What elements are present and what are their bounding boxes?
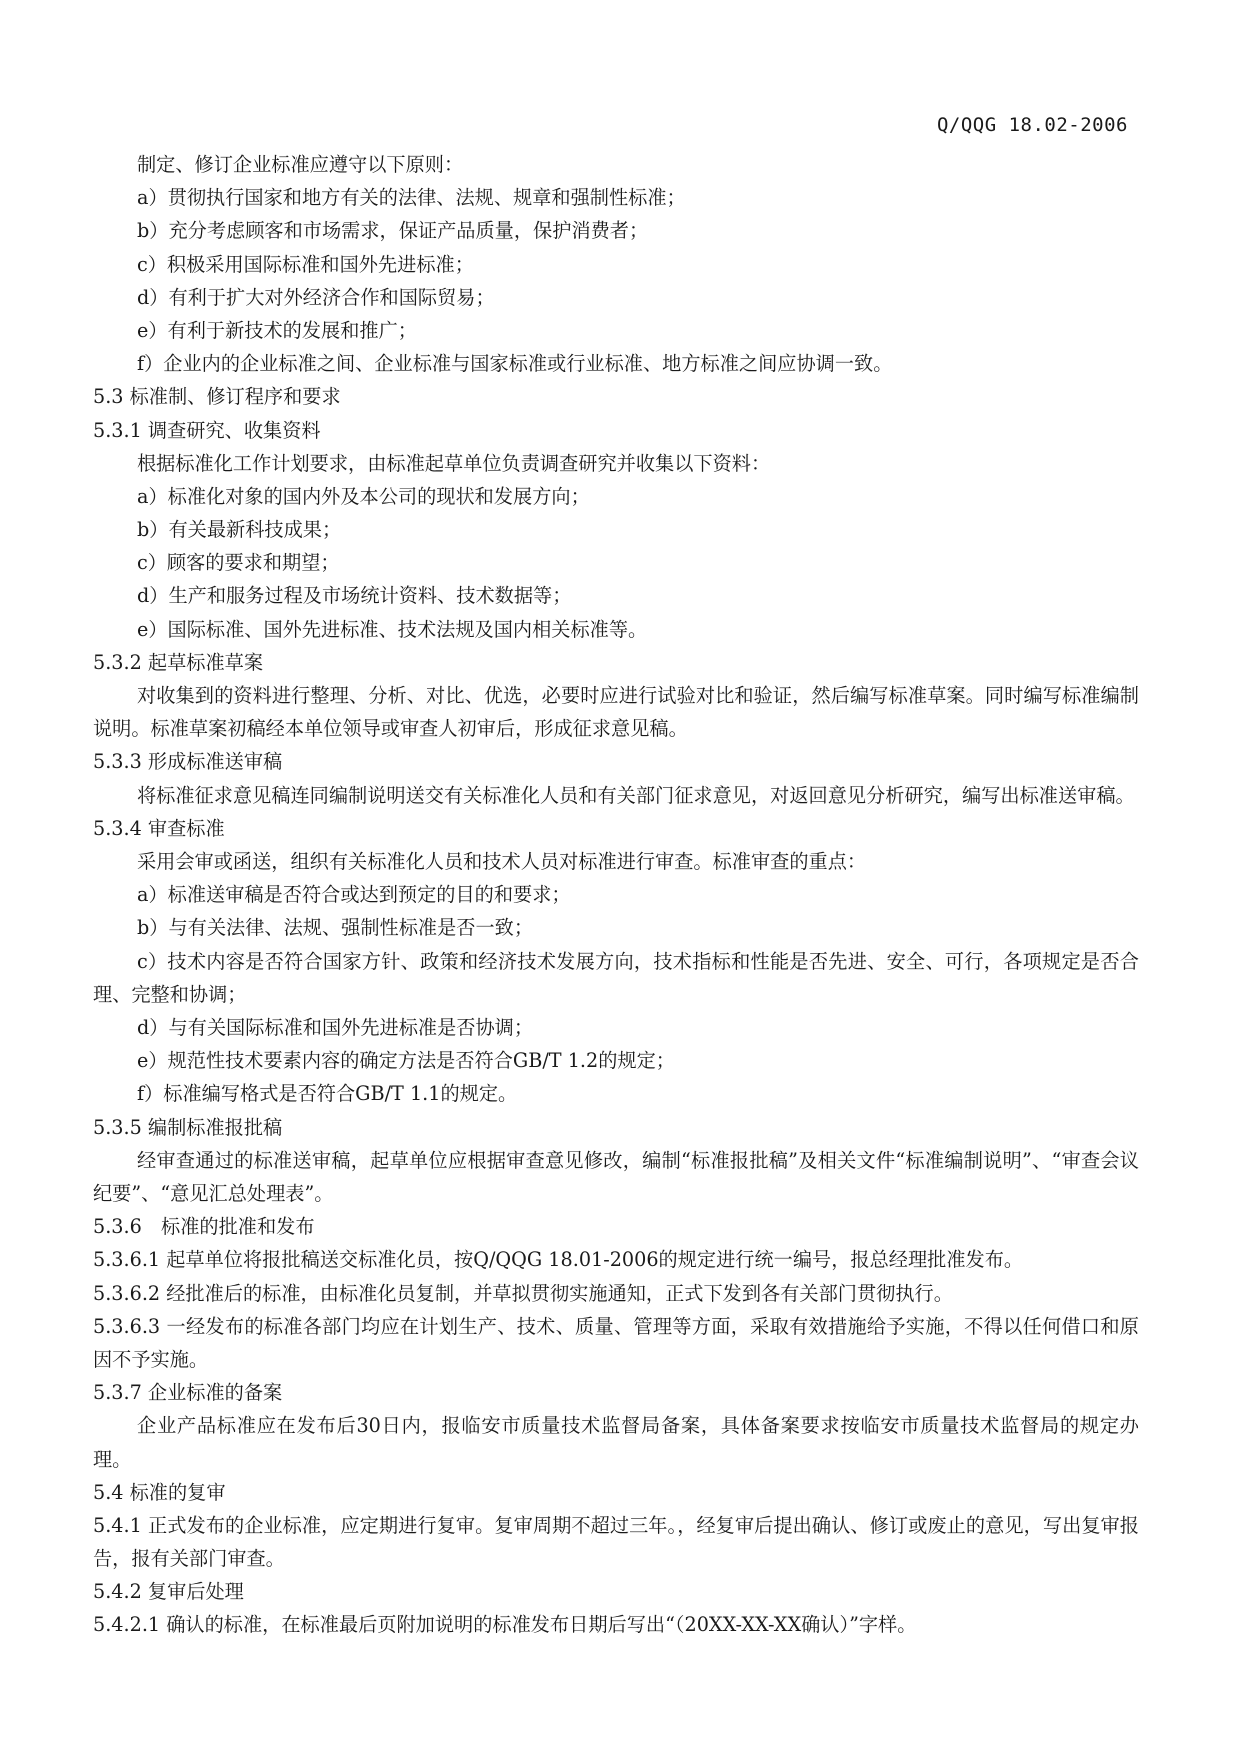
section-heading: 5.3.6 标准的批准和发布 <box>93 1215 315 1239</box>
section-heading: 5.3.7 企业标准的备案 <box>93 1381 283 1405</box>
body-line: a）标准化对象的国内外及本公司的现状和发展方向； <box>137 484 590 508</box>
numbered-clause: 5.3.6.3 一经发布的标准各部门均应在计划生产、技术、质量、管理等方面，采取有效措施给予实施，不得以任何借口和原因不予实施。 <box>93 1314 1139 1371</box>
body-line: d）与有关国际标准和国外先进标准是否协调； <box>137 1015 534 1039</box>
body-line: a）标准送审稿是否符合或达到预定的目的和要求； <box>137 883 571 907</box>
numbered-clause: 5.3.6.2 经批准后的标准，由标准化员复制，并草拟贯彻实施通知，正式下发到各有关部门贯彻执行。 <box>93 1281 953 1305</box>
body-paragraph: 经审查通过的标准送审稿，起草单位应根据审查意见修改，编制“标准报批稿”及相关文件“标准编制说明”、“审查会议纪要”、“意见汇总处理表”。 <box>93 1148 1139 1205</box>
document-code: Q/QQG 18.02-2006 <box>936 114 1128 136</box>
body-paragraph: 企业产品标准应在发布后30日内，报临安市质量技术监督局备案，具体备案要求按临安市质量技术监督局的规定办理。 <box>93 1414 1139 1471</box>
body-line: a）贯彻执行国家和地方有关的法律、法规、规章和强制性标准； <box>137 186 686 210</box>
body-line: e）有利于新技术的发展和推广； <box>137 318 417 342</box>
body-paragraph: c）技术内容是否符合国家方针、政策和经济技术发展方向，技术指标和性能是否先进、安全、可行，各项规定是否合理、完整和协调； <box>93 949 1139 1006</box>
section-heading: 5.4 标准的复审 <box>93 1480 226 1504</box>
section-heading: 5.3.5 编制标准报批稿 <box>93 1115 283 1139</box>
body-line: b）充分考虑顾客和市场需求，保证产品质量，保护消费者； <box>137 219 649 243</box>
section-heading: 5.3.4 审查标准 <box>93 816 225 840</box>
body-line: c）顾客的要求和期望； <box>137 551 340 575</box>
section-heading: 5.3.3 形成标准送审稿 <box>93 750 283 774</box>
body-line: b）与有关法律、法规、强制性标准是否一致； <box>137 916 534 940</box>
numbered-clause: 5.4.2.1 确认的标准，在标准最后页附加说明的标准发布日期后写出“（20XX-XX-XX确认）”字样。 <box>93 1613 917 1637</box>
section-heading: 5.4.2 复审后处理 <box>93 1580 244 1604</box>
numbered-clause: 5.4.1 正式发布的企业标准，应定期进行复审。复审周期不超过三年。，经复审后提出确认、修订或废止的意见，写出复审报告，报有关部门审查。 <box>93 1513 1139 1571</box>
body-line: e）国际标准、国外先进标准、技术法规及国内相关标准等。 <box>137 617 648 641</box>
body-line: d）生产和服务过程及市场统计资料、技术数据等； <box>137 584 572 608</box>
body-line: c）积极采用国际标准和国外先进标准； <box>137 252 474 276</box>
numbered-clause: 5.3.6.1 起草单位将报批稿送交标准化员，按Q/QQG 18.01-2006的规定进行统一编号，报总经理批准发布。 <box>93 1248 1024 1272</box>
document-body <box>93 148 1139 1642</box>
body-paragraph: 将标准征求意见稿连同编制说明送交有关标准化人员和有关部门征求意见，对返回意见分析研究，编写出标准送审稿。 <box>137 783 1135 807</box>
body-line: 制定、修订企业标准应遵守以下原则： <box>137 153 464 176</box>
body-line: f）企业内的企业标准之间、企业标准与国家标准或行业标准、地方标准之间应协调一致。 <box>137 352 893 376</box>
section-heading: 5.3 标准制、修订程序和要求 <box>93 385 341 409</box>
body-paragraph: 对收集到的资料进行整理、分析、对比、优选，必要时应进行试验对比和验证，然后编写标准草案。同时编写标准编制说明。标准草案初稿经本单位领导或审查人初审后，形成征求意见稿。 <box>93 684 1139 741</box>
body-line: b）有关最新科技成果； <box>137 518 342 542</box>
section-heading: 5.3.1 调查研究、收集资料 <box>93 418 321 442</box>
body-line: 采用会审或函送，组织有关标准化人员和技术人员对标准进行审查。标准审查的重点： <box>137 849 867 873</box>
body-line: e）规范性技术要素内容的确定方法是否符合GB/T 1.2的规定； <box>137 1049 675 1073</box>
body-line: f）标准编写格式是否符合GB/T 1.1的规定。 <box>137 1082 518 1106</box>
body-line: d）有利于扩大对外经济合作和国际贸易； <box>137 285 495 309</box>
section-heading: 5.3.2 起草标准草案 <box>93 650 264 674</box>
body-line: 根据标准化工作计划要求，由标准起草单位负责调查研究并收集以下资料： <box>137 451 771 475</box>
